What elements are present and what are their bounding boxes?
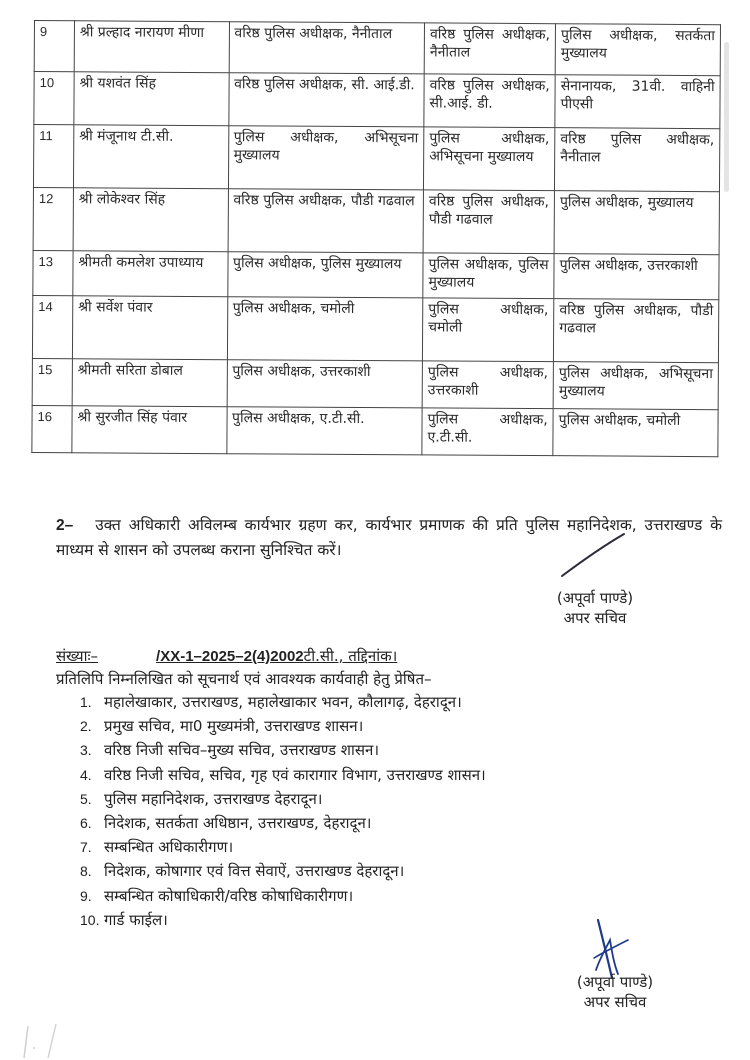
- new-post: पुलिस अधीक्षक, चमोली: [553, 409, 718, 457]
- current-post: पुलिस अधीक्षक, पुलिस मुख्यालय: [227, 252, 423, 298]
- new-post: वरिष्ठ पुलिस अधीक्षक, नैनीताल: [555, 128, 720, 192]
- proposed-post: पुलिस अधीक्षक, अभिसूचना मुख्यालय: [424, 127, 555, 191]
- new-post: वरिष्ठ पुलिस अधीक्षक, पौडी गढवाल: [554, 299, 719, 363]
- officer-name: श्रीमती कमलेश उपाध्याय: [73, 251, 228, 297]
- officer-name: श्री मंजूनाथ टी.सी.: [73, 125, 228, 189]
- serial-number: 10: [34, 72, 74, 125]
- table-row: [34, 21, 720, 76]
- serial-number: 16: [32, 405, 72, 452]
- list-item: 1. महालेखाकार, उत्तराखण्ड, महालेखाकार भवन, कौलागढ़, देहरादून।: [80, 693, 462, 711]
- list-item: 9. सम्बन्धित कोषाधिकारी/वरिष्ठ कोषाधिकारीगण।: [80, 886, 354, 905]
- current-post: वरिष्ठ पुलिस अधीक्षक, नैनीताल: [229, 22, 425, 74]
- reference-label: संख्याः–: [56, 647, 99, 665]
- transfer-table: [31, 20, 721, 457]
- table-row: [32, 295, 718, 362]
- table-row: [33, 125, 719, 192]
- proposed-post: वरिष्ठ पुलिस अधीक्षक, सी.आई. डी.: [424, 74, 555, 128]
- current-post: वरिष्ठ पुलिस अधीक्षक, पौडी गढवाल: [228, 189, 424, 253]
- table-row: [32, 405, 718, 456]
- signature-stroke-icon: [558, 530, 628, 580]
- officer-name: श्री यशवंत सिंह: [74, 72, 229, 126]
- current-post: पुलिस अधीक्षक, ए.टी.सी.: [226, 407, 422, 455]
- serial-number: 9: [34, 21, 74, 72]
- signatory-designation: अपर सचिव: [583, 993, 647, 1011]
- new-post: पुलिस अधीक्षक, अभिसूचना मुख्यालय: [553, 362, 718, 410]
- list-item: 3. वरिष्ठ निजी सचिव–मुख्य सचिव, उत्तराखण्ड शासन।: [80, 741, 380, 760]
- current-post: वरिष्ठ पुलिस अधीक्षक, सी. आई.डी.: [228, 73, 424, 127]
- serial-number: 11: [33, 125, 73, 188]
- reference-code: /XX-1–2025–2(4)2002: [156, 648, 304, 665]
- signature-initials-icon: [590, 918, 630, 980]
- officer-name: श्री सर्वेश पंवार: [72, 296, 227, 360]
- table-row: [32, 358, 718, 409]
- current-post: पुलिस अधीक्षक, उत्तरकाशी: [227, 360, 423, 408]
- proposed-post: पुलिस अधीक्षक, पुलिस मुख्यालय: [423, 253, 554, 299]
- serial-number: 12: [33, 187, 73, 250]
- paragraph-number: 2–: [56, 516, 74, 534]
- recipient-list: [80, 690, 486, 932]
- proposed-post: पुलिस अधीक्षक, ए.टी.सी.: [422, 408, 553, 456]
- list-item: 5. पुलिस महानिदेशक, उत्तराखण्ड देहरादून।: [80, 789, 323, 808]
- serial-number: 13: [33, 250, 73, 295]
- officer-name: श्रीमती सरिता डोबाल: [72, 359, 227, 407]
- signature-block-1: [520, 588, 670, 628]
- table-row: [33, 250, 719, 299]
- copy-forwarded-intro: प्रतिलिपि निम्नलिखित को सूचनार्थ एवं आवश्यक कार्यवाही हेतु प्रेषित–: [56, 670, 432, 688]
- officer-name: श्री प्रल्हाद नारायण मीणा: [74, 21, 229, 73]
- serial-number: 14: [32, 295, 72, 358]
- officer-name: श्री सुरजीत सिंह पंवार: [72, 406, 227, 454]
- list-item: 8. निदेशक, कोषागार एवं वित्त सेवाऐं, उत्तराखण्ड देहरादून।: [80, 862, 405, 881]
- proposed-post: वरिष्ठ पुलिस अधीक्षक, नैनीताल: [424, 23, 555, 75]
- list-item: 6. निदेशक, सतर्कता अधिष्ठान, उत्तराखण्ड, देहरादून।: [80, 814, 372, 833]
- reference-suffix: टी.सी., तद्दिनांक।: [303, 647, 398, 665]
- scrollbar[interactable]: [724, 42, 729, 192]
- proposed-post: पुलिस अधीक्षक, चमोली: [422, 298, 553, 362]
- current-post: पुलिस अधीक्षक, अभिसूचना मुख्यालय: [228, 126, 424, 190]
- list-item: 7. सम्बन्धित अधिकारीगण।: [80, 838, 234, 857]
- new-post: पुलिस अधीक्षक, सतर्कता मुख्यालय: [555, 24, 720, 76]
- list-item: 4. वरिष्ठ निजी सचिव, सचिव, गृह एवं कारागार विभाग, उत्तराखण्ड शासन।: [80, 765, 486, 784]
- reference-number: [56, 646, 397, 667]
- table-row: [33, 187, 719, 254]
- list-item: 2. प्रमुख सचिव, मा0 मुख्यमंत्री, उत्तराखण्ड शासन।: [80, 717, 364, 736]
- current-post: पुलिस अधीक्षक, चमोली: [227, 297, 423, 361]
- new-post: पुलिस अधीक्षक, मुख्यालय: [554, 191, 719, 255]
- signatory-designation: अपर सचिव: [563, 609, 627, 627]
- proposed-post: वरिष्ठ पुलिस अधीक्षक, पौडी गढवाल: [423, 190, 554, 254]
- pen-mark-icon: [18, 1022, 58, 1060]
- list-item: 10. गार्ड फाईल।: [80, 910, 168, 929]
- new-post: सेनानायक, 31वी. वाहिनी पीएसी: [555, 75, 720, 129]
- table-row: [34, 72, 720, 129]
- paragraph-text: उक्त अधिकारी अविलम्ब कार्यभार ग्रहण कर, कार्यभार प्रमाणक की प्रति पुलिस महानिदेशक, उत्तराखण्ड के माध्यम से शासन को उपलब्ध कराना सुनिश्चित करें।: [56, 515, 722, 559]
- signatory-name: (अपूर्वा पाण्डे): [556, 589, 634, 607]
- proposed-post: पुलिस अधीक्षक, उत्तरकाशी: [422, 361, 553, 409]
- signatory-name: (अपूर्वा पाण्डे): [576, 973, 654, 991]
- signature-block-2: [540, 972, 690, 1012]
- new-post: पुलिस अधीक्षक, उत्तरकाशी: [554, 254, 719, 300]
- officer-name: श्री लोकेश्वर सिंह: [73, 188, 228, 252]
- serial-number: 15: [32, 358, 72, 405]
